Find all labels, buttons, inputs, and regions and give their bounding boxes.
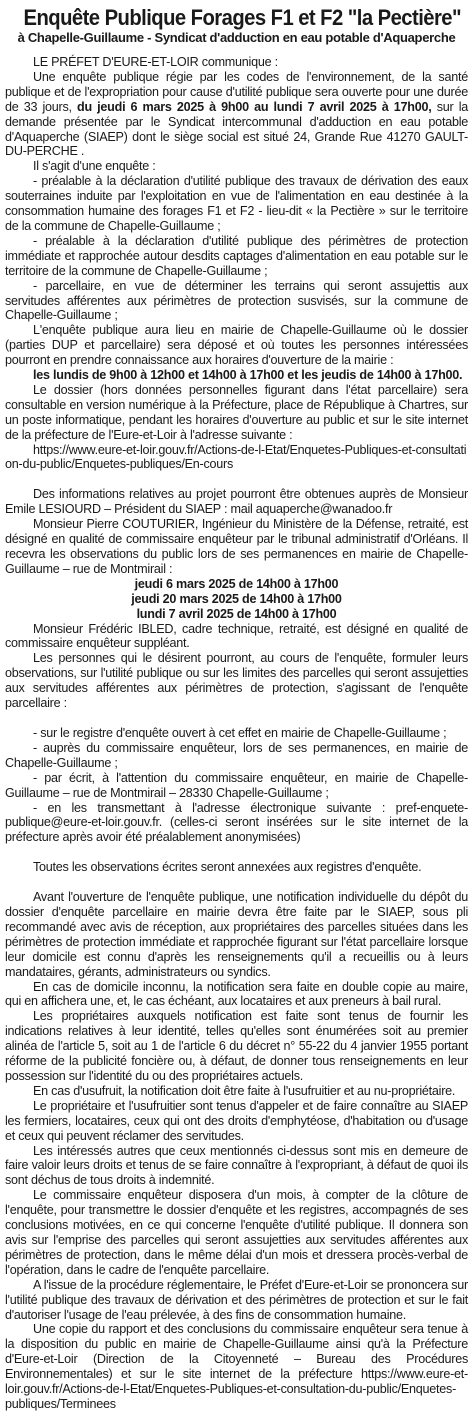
paragraph-annexed: Toutes les observations écrites seront annexées aux registres d'enquête. [33, 860, 422, 875]
list-item-dup-derivation: - préalable à la déclaration d'utilité publique des travaux de dérivation des eaux souterraines induite par l'exploitation en vue de l'alimentation en eau destinée à la consommation humaine des forages F1 et F2 - lieu-dit « la Pectière » sur le territoire de la commune de Chapelle-Guillaume ; [5, 174, 468, 233]
prefect-announcement: LE PRÉFET D'EURE-ET-LOIR communique : [33, 55, 278, 69]
list-item-commissioner: - auprès du commissaire enquêteur, lors de ses permanences, en mairie de Chapelle-Guillaume ; [5, 740, 468, 770]
paragraph-commissioner-report: Le commissaire enquêteur disposera d'un mois, à compter de la clôture de l'enquête, pour transmettre le dossier d'enquête et les registres, accompagnés de ses conclusions motivées, en ce qui concerne l'enquête d'utilité publique. Il donnera son avis sur l'emprise des parcelles qui seront assujetties aux servitudes afférentes aux périmètres de protection, dans le même délai d'un mois et dressera procès-verbal de l'opération, dans le cadre de l'enquête parcellaire. [5, 1188, 468, 1277]
notice-subtitle: à Chapelle-Guillaume - Syndicat d'adduction en eau potable d'Aquaperche [17, 30, 456, 45]
paragraph-text: sur la demande présentée par le Syndicat intercommunal d'adduction en eau potable d'Aquaperche (SIAEP) dont le siège social est situé 24, Grande Rue 41270 GAULT-DU-PERCHE . [5, 99, 468, 159]
prefecture-url-link[interactable]: https://www.eure-et-loir.gouv.fr/Actions-de-l-Etat/Enquetes-Publiques-et-consultation-du-public/Enquetes-publiques/En-cours [5, 442, 467, 472]
paragraph-observations: Les personnes qui le désirent pourront, au cours de l'enquête, formuler leurs observations, sur l'utilité publique ou sur les limites des parcelles qui seront assujetties aux servitudes afférentes aux périmètres de protection, s'agissant de l'enquête parcellaire : [5, 651, 468, 711]
paragraph-other-parties: Les intéressés autres que ceux mentionnés ci-dessus sont mis en demeure de faire valoir leurs droits et tenus de se faire connaître à l'expropriant, à défaut de quoi ils sont déchus de tous droits à indemnité. [5, 1143, 468, 1188]
list-item-register: - sur le registre d'enquête ouvert à cet effet en mairie de Chapelle-Guillaume ; [33, 725, 447, 740]
permanence-date: lundi 7 avril 2025 de 14h00 à 17h00 [136, 606, 337, 621]
paragraph-substitute: Monsieur Frédéric IBLED, cadre technique, retraité, est désigné en qualité de commissaire enquêteur suppléant. [5, 621, 468, 651]
notice-title: Enquête Publique Forages F1 et F2 "la Pectière" [23, 5, 462, 30]
notice-body [5, 55, 468, 1412]
paragraph-owner-obligations: Le propriétaire et l'usufruitier sont tenus d'appeler et de faire connaître au SIAEP les fermiers, locataires, ceux qui ont des droits d'emphytéose, d'habitation ou d'usage et ceux qui peuvent réclamer des servitudes. [5, 1098, 468, 1143]
paragraph-enquiry-intro: Il s'agit d'une enquête : [33, 159, 156, 174]
list-item-email: - en les transmettant à l'adresse électronique suivante : pref-enquete-publique@eure-et-loir.gouv.fr. (celles-ci seront insérées sur le site internet de la préfecture après avoir été préalablement anonymisées) [5, 800, 468, 845]
enquiry-dates: du jeudi 6 mars 2025 à 9h00 au lundi 7 avril 2025 à 17h00, [77, 99, 432, 114]
paragraph-enquiry-opening [5, 70, 468, 159]
list-item-by-mail: - par écrit, à l'attention du commissaire enquêteur, en mairie de Chapelle-Guillaume – rue de Montmirail – 28330 Chapelle-Guillaume ; [5, 770, 468, 800]
paragraph-report-availability: Une copie du rapport et des conclusions du commissaire enquêteur sera tenue à la disposition du public en mairie de Chapelle-Guillaume ainsi qu'à la Préfecture d'Eure-et-Loir (Direction de la Citoyenneté – Bureau des Procédures Environnementales) et sur le site internet de la préfecture https://www.eure-et-loir.gouv.fr/Actions-de-l-Etat/Enquetes-Publiques-et-consultation-du-public/Enquetes-publiques/Terminees [5, 1322, 468, 1411]
paragraph-unknown-domicile: En cas de domicile inconnu, la notification sera faite en double copie au maire, qui en affichera une, et, le cas échéant, aux locataires et aux preneurs à bail rural. [5, 979, 468, 1009]
paragraph-usufruct: En cas d'usufruit, la notification doit être faite à l'usufruitier et au nu-propriétaire. [33, 1083, 456, 1098]
paragraph-contact: Des informations relatives au projet pourront être obtenues auprès de Monsieur Emile LESIOURD – Président du SIAEP : mail aquaperche@wanadoo.fr [5, 487, 468, 517]
paragraph-location: L'enquête publique aura lieu en mairie de Chapelle-Guillaume où le dossier (parties DUP et parcellaire) sera déposé et où toutes les personnes intéressées pourront en prendre connaissance aux horaires d'ouverture de la mairie : [5, 323, 468, 368]
list-item-parcel: - parcellaire, en vue de déterminer les terrains qui seront assujettis aux servitudes afférentes aux périmètres de protection susvisés, sur la commune de Chapelle-Guillaume ; [5, 278, 468, 323]
paragraph-notification: Avant l'ouverture de l'enquête publique, une notification individuelle du dépôt du dossier d'enquête parcellaire en mairie devra être faite par le SIAEP, sous pli recommandé avec avis de réception, aux propriétaires des parcelles situées dans les périmètres de protection immédiate et rapprochée figurant sur l'état parcellaire lorsque leur domicile est connu d'après les renseignements qu'il a recueillis ou à leurs mandataires, gérants, administrateurs ou syndics. [5, 890, 468, 979]
permanence-date: jeudi 6 mars 2025 de 14h00 à 17h00 [134, 576, 339, 591]
paragraph-digital-file: Le dossier (hors données personnelles figurant dans l'état parcellaire) sera consultable en version numérique à la Préfecture, place de République à Chartres, sur un poste informatique, pendant les horaires d'ouverture au public et sur le site internet de la préfecture de l'Eure-et-Loir à l'adresse suivante : [5, 382, 468, 442]
list-item-dup-perimeters: - préalable à la déclaration d'utilité publique des périmètres de protection immédiate et rapprochée autour desdits captages d'alimentation en eau potable sur le territoire de la commune de Chapelle-Guillaume ; [5, 233, 468, 278]
opening-hours: les lundis de 9h00 à 12h00 et 14h00 à 17h00 et les jeudis de 14h00 à 17h00. [33, 368, 463, 383]
paragraph-text: Une enquête publique régie par les codes de l'environnement, de la santé publique et de l'expropriation pour cause d'utilité publique sera ouverte pour une durée de 33 jours, [5, 69, 468, 114]
paragraph-commissioner: Monsieur Pierre COUTURIER, Ingénieur du Ministère de la Défense, retraité, est désigné en qualité de commissaire enquêteur par le tribunal administratif d'Orléans. Il recevra les observations du public lors de ses permanences en mairie de Chapelle-Guillaume – rue de Montmirail : [5, 517, 468, 576]
paragraph-owners-identity: Les propriétaires auxquels notification est faite sont tenus de fournir les indications relatives à leur identité, telles qu'elles sont énumérées soit au premier alinéa de l'article 5, soit au 1 de l'article 6 du décret n° 55-22 du 4 janvier 1955 portant réforme de la publicité foncière ou, à défaut, de donner tous renseignements en leur possession sur l'identité du ou des propriétaires actuels. [5, 1009, 468, 1083]
permanence-date: jeudi 20 mars 2025 de 14h00 à 17h00 [131, 591, 342, 606]
paragraph-prefect-decision: A l'issue de la procédure réglementaire, le Préfet d'Eure-et-Loir se prononcera sur l'utilité publique des travaux de dérivation et des périmètres de protection et sur le fait d'autoriser l'usage de l'eau prélevée, à des fins de consommation humaine. [5, 1277, 468, 1322]
